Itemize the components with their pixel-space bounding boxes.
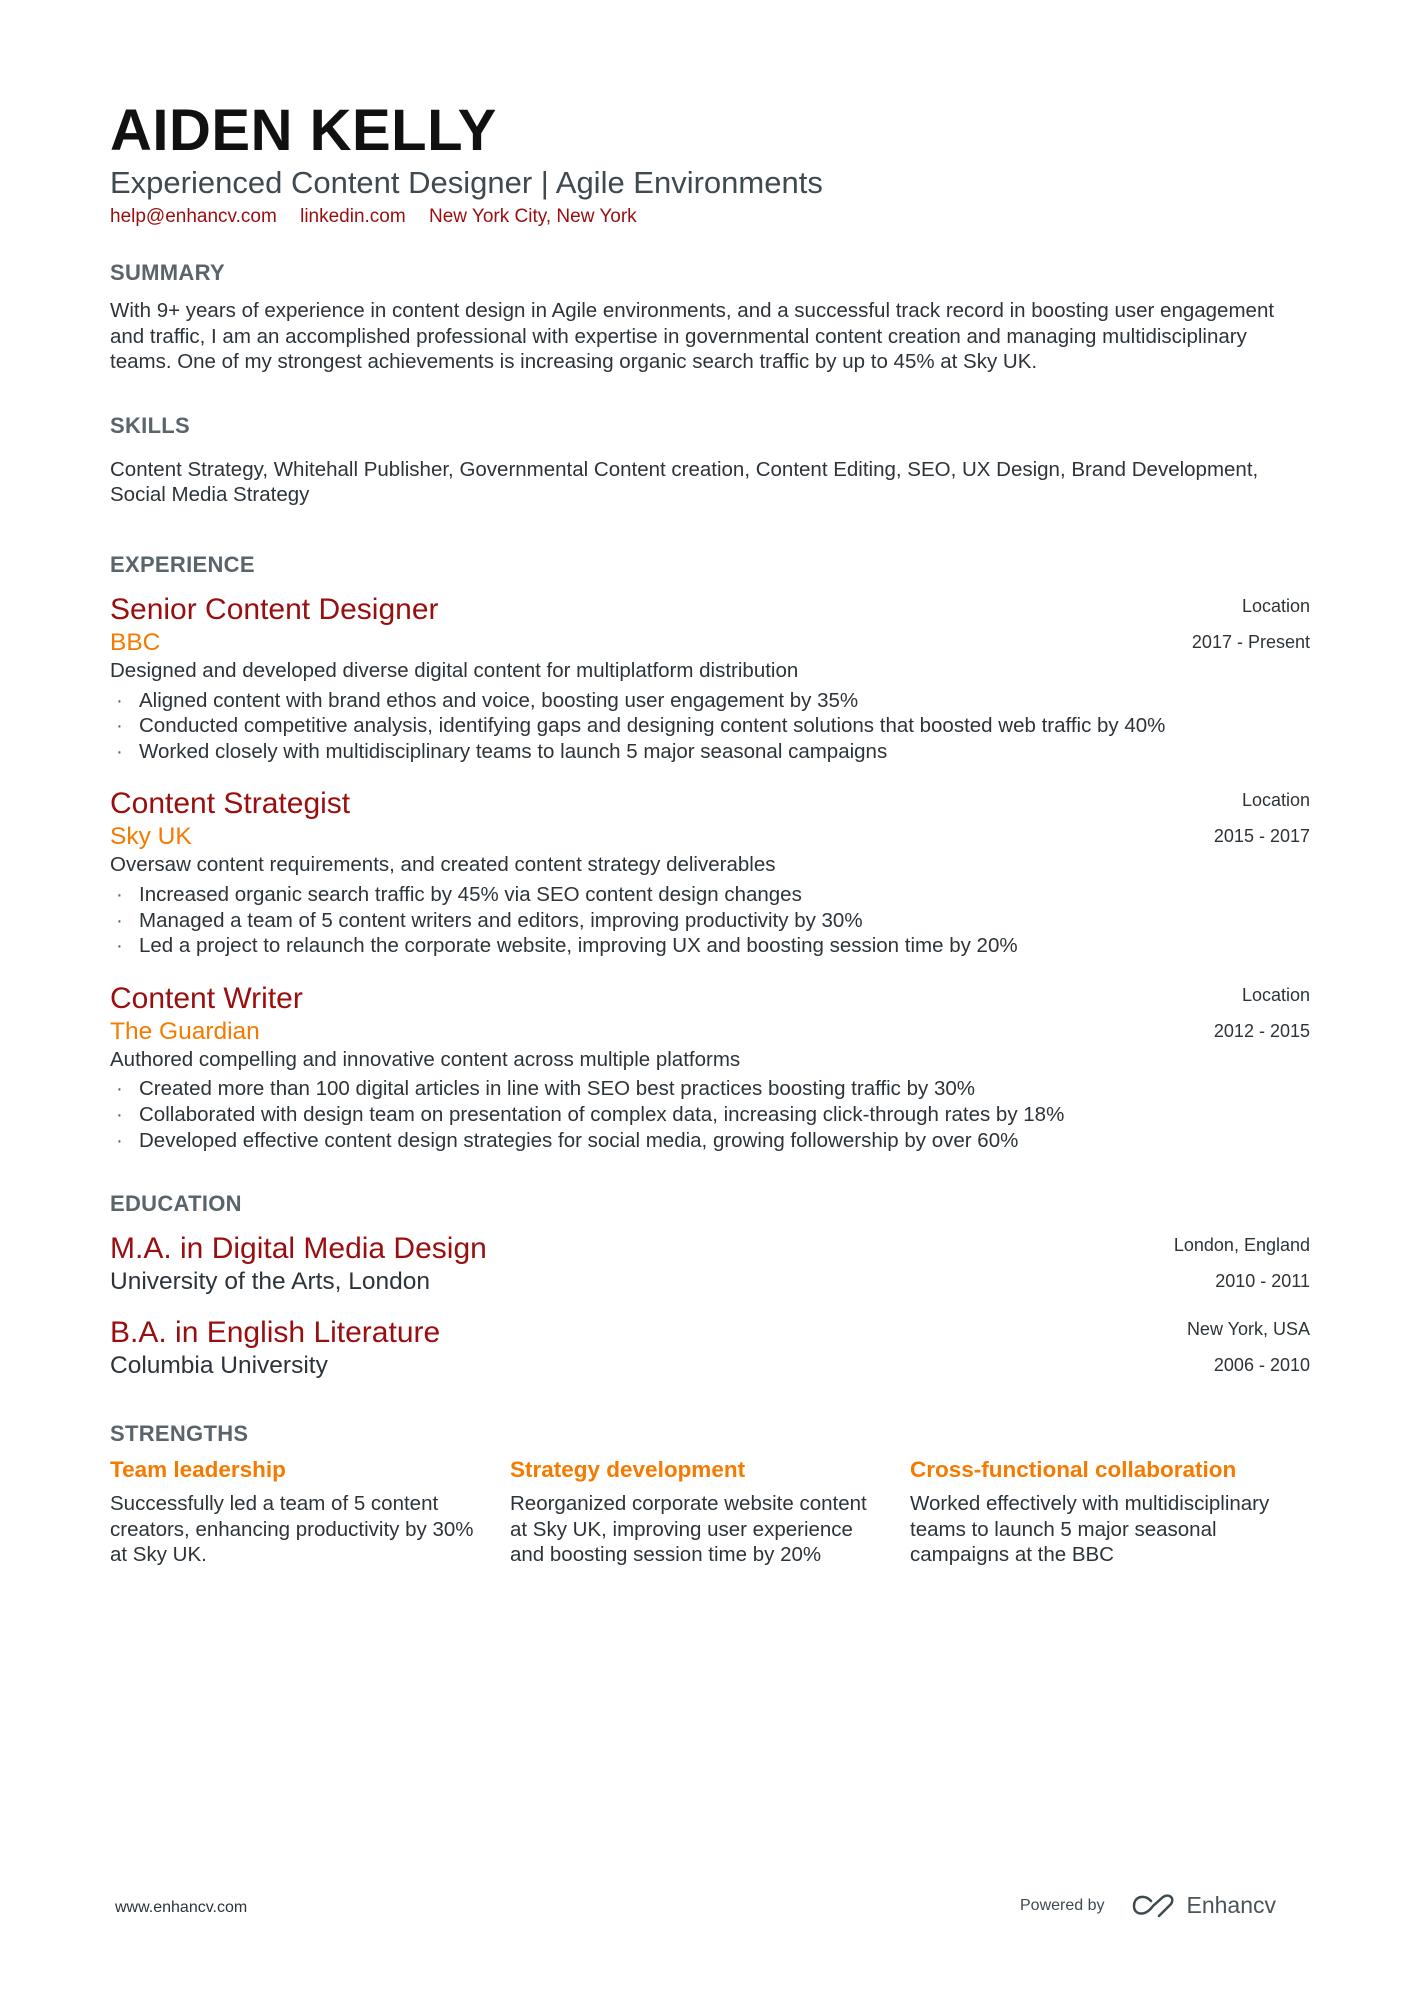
- education-location: London, England: [1173, 1235, 1310, 1256]
- job-title: Senior Content Designer: [110, 592, 439, 626]
- job-title: Content Strategist: [110, 787, 351, 821]
- education-dates: 2006 - 2010: [1213, 1355, 1310, 1376]
- education-location: New York, USA: [1186, 1319, 1310, 1340]
- education-dates: 2010 - 2011: [1215, 1271, 1310, 1292]
- email-link[interactable]: help@enhancv.com: [110, 206, 277, 227]
- job-dates: 2015 - 2017: [1213, 826, 1310, 847]
- headline: Experienced Content Designer | Agile Environments: [110, 165, 823, 200]
- strength-text: Worked effectively with multidisciplinary teams to launch 5 major seasonal campaigns at the BBC: [910, 1492, 1270, 1567]
- job-description: Authored compelling and innovative content across multiple platforms: [110, 1047, 741, 1071]
- job-description: Designed and developed diverse digital content for multiplatform distribution: [110, 658, 799, 682]
- achievement-item: · Led a project to relaunch the corporate website, improving UX and boosting session time by 20%: [110, 933, 1310, 959]
- achievement-item: · Managed a team of 5 content writers and editors, improving productivity by 30%: [110, 908, 1310, 934]
- summary-heading: SUMMARY: [110, 260, 225, 285]
- education-entry: [110, 1315, 1310, 1381]
- footer-website[interactable]: www.enhancv.com: [115, 1899, 248, 1916]
- brand-name: Enhancv: [1186, 1892, 1277, 1918]
- job-description: Oversaw content requirements, and created content strategy deliverables: [110, 853, 776, 877]
- school-name: University of the Arts, London: [110, 1268, 431, 1296]
- achievement-list: [110, 688, 1310, 765]
- job-location: Location: [1241, 984, 1310, 1005]
- achievement-item: · Increased organic search traffic by 45% via SEO content design changes: [110, 882, 1310, 908]
- achievement-list: [110, 882, 1310, 959]
- experience-heading: EXPERIENCE: [110, 551, 255, 577]
- company-name: Sky UK: [110, 823, 192, 851]
- experience-entry: [110, 786, 1310, 958]
- powered-by-label: Powered by: [1020, 1896, 1105, 1914]
- achievement-list: [110, 1076, 1310, 1153]
- job-location: Location: [1241, 595, 1310, 616]
- experience-entry: [110, 981, 1310, 1153]
- job-dates: 2012 - 2015: [1213, 1020, 1310, 1041]
- achievement-item: · Created more than 100 digital articles in line with SEO best practices boosting traffic by 30%: [110, 1076, 1310, 1102]
- education-entry: [110, 1231, 1310, 1297]
- enhancv-logo: [1131, 1892, 1277, 1919]
- strength-item: [110, 1457, 510, 1568]
- contact-info: [110, 206, 1310, 228]
- job-location: Location: [1241, 790, 1310, 811]
- candidate-name: AIDEN KELLY: [110, 98, 497, 163]
- education-heading: EDUCATION: [110, 1191, 242, 1217]
- strength-item: [910, 1457, 1310, 1568]
- skills-heading: SKILLS: [110, 412, 191, 438]
- school-name: Columbia University: [110, 1352, 328, 1380]
- strength-title: Strategy development: [510, 1457, 746, 1483]
- job-dates: 2017 - Present: [1191, 631, 1310, 652]
- strengths-heading: STRENGTHS: [110, 1421, 249, 1447]
- company-name: BBC: [110, 628, 161, 656]
- degree: M.A. in Digital Media Design: [110, 1232, 487, 1266]
- strength-item: [510, 1457, 910, 1568]
- strength-text: Reorganized corporate website content at Sky UK, improving user experience and boosting session time by 20%: [510, 1492, 867, 1567]
- location: New York City, New York: [428, 206, 637, 227]
- degree: B.A. in English Literature: [110, 1316, 441, 1350]
- achievement-item: · Aligned content with brand ethos and voice, boosting user engagement by 35%: [110, 688, 1310, 714]
- strength-title: Cross-functional collaboration: [910, 1457, 1237, 1483]
- experience-entry: [110, 592, 1310, 764]
- achievement-item: · Worked closely with multidisciplinary teams to launch 5 major seasonal campaigns: [110, 739, 1310, 765]
- linkedin-link[interactable]: linkedin.com: [300, 206, 406, 227]
- achievement-item: · Developed effective content design strategies for social media, growing followership by over 60%: [110, 1128, 1310, 1154]
- achievement-item: · Collaborated with design team on presentation of complex data, increasing click-through rates by 18%: [110, 1102, 1310, 1128]
- strength-title: Team leadership: [110, 1457, 286, 1483]
- footer-branding: [1020, 1892, 1276, 1919]
- infinity-heart-icon: [1131, 1893, 1177, 1919]
- achievement-item: · Conducted competitive analysis, identifying gaps and designing content solutions that boosted web traffic by 40%: [110, 713, 1310, 739]
- company-name: The Guardian: [110, 1017, 260, 1045]
- job-title: Content Writer: [110, 981, 303, 1015]
- strength-text: Successfully led a team of 5 content creators, enhancing productivity by 30% at Sky UK.: [110, 1492, 474, 1567]
- skills-text: Content Strategy, Whitehall Publisher, Governmental Content creation, Content Editing, SEO, UX Design, Brand Development, Social Media Strategy: [110, 457, 1259, 507]
- resume: [110, 98, 1310, 1568]
- summary-text: With 9+ years of experience in content design in Agile environments, and a successful track record in boosting user engagement and traffic, I am an accomplished professional with expertise in governmental content creation and managing multidisciplinary teams. One of my strongest achievements is increasing organic search traffic by up to 45% at Sky UK.: [110, 299, 1275, 374]
